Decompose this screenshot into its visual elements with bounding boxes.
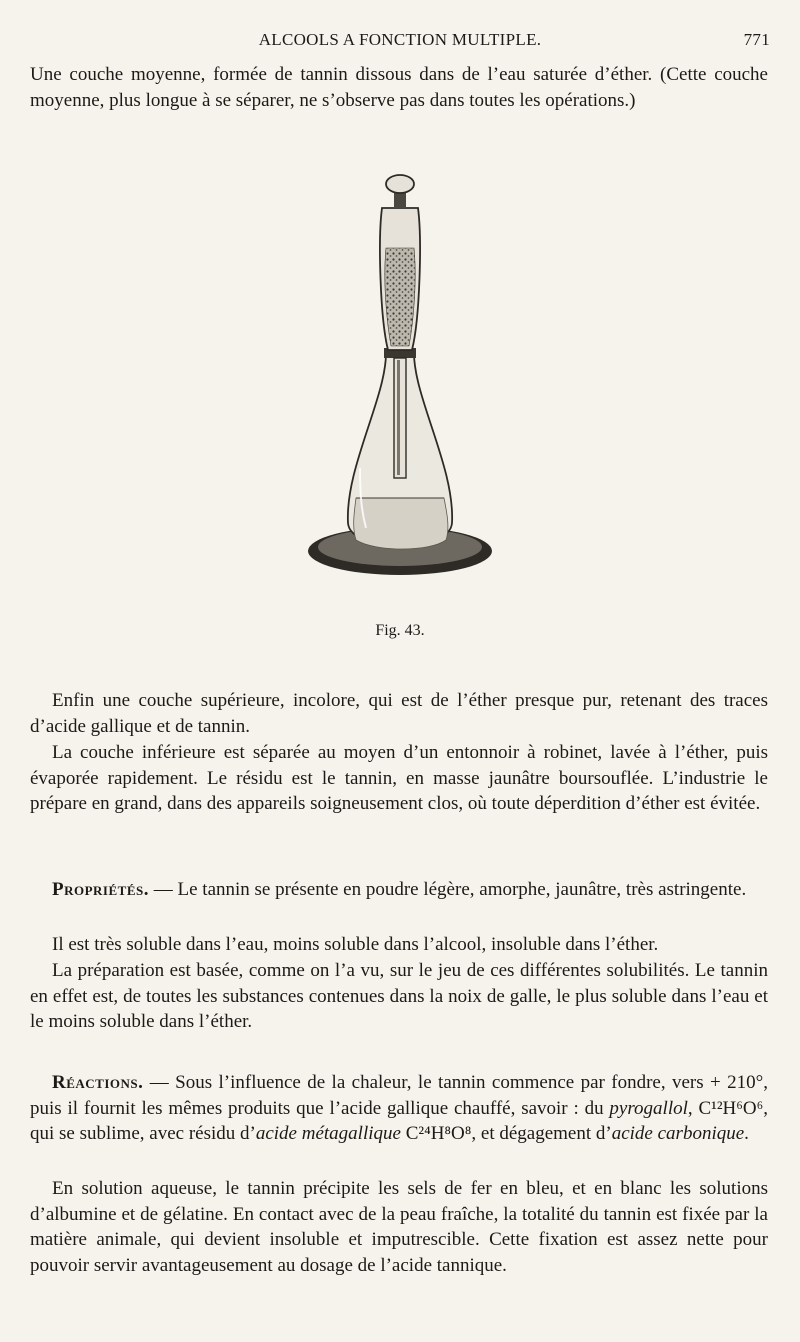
running-header — [30, 30, 770, 54]
reactions-text-1: — Sous l’influence de la chaleur, le tannin commence par fondre, vers + 210°, puis il fournit les mêmes produits que l’acide gallique chauffé, savoir : du — [30, 1072, 768, 1119]
paragraph-solubility: Il est très soluble dans l’eau, moins soluble dans l’alcool, insoluble dans l’éther. — [52, 934, 659, 955]
running-title: ALCOOLS A FONCTION MULTIPLE. — [258, 30, 542, 49]
paragraph-aqueous-solution: En solution aqueuse, le tannin précipite les sels de fer en bleu, et en blanc les solutions d’albumine et de gélatine. En contact avec de la peau fraîche, la totalité du tannin est fixée par la matière animale, qui devient insoluble et imputrescible. Cette fixation est assez nette pour pouvoir servir avantageusement au dosage de l’acide tannique. — [30, 1178, 768, 1276]
heading-proprietes: Propriétés. — [52, 879, 149, 900]
paragraph-reactions — [30, 1070, 768, 1147]
paragraph-lower-layer: La couche inférieure est séparée au moyen d’un entonnoir à robinet, lavée à l’éther, puis évaporée rapidement. Le résidu est le tannin, en masse jaunâtre boursouflée. L’industrie le prépare en grand, dans des appareils soigneusement clos, où toute déperdition d’éther est évitée. — [30, 742, 768, 814]
term-acide-metagallique: acide métagallique — [255, 1123, 401, 1144]
figure-separatory-funnel — [290, 168, 510, 598]
paragraph-upper-layer: Enfin une couche supérieure, incolore, qui est de l’éther presque pur, retenant des traces d’acide gallique et de tannin. — [30, 690, 768, 737]
page-number: 771 — [743, 30, 770, 49]
reactions-text-2: , C¹²H⁶O⁶, qui se sublime, avec résidu d’ — [30, 1097, 768, 1144]
reactions-text-4: . — [744, 1123, 749, 1144]
term-acide-carbonique: acide carbonique — [611, 1123, 745, 1144]
proprietes-text: — Le tannin se présente en poudre légère, amorphe, jaunâtre, très astringente. — [149, 879, 747, 900]
heading-reactions: Réactions. — [52, 1072, 144, 1093]
reactions-text-3: C²⁴H⁸O⁸, et dégagement d’ — [400, 1123, 612, 1144]
paragraph-middle-layer: Une couche moyenne, formée de tannin dissous dans de l’eau saturée d’éther. (Cette couche moyenne, plus longue à se séparer, ne s’observe pas dans toutes les opérations.) — [30, 64, 768, 111]
paragraph-proprietes — [30, 877, 768, 903]
figure-caption: Fig. 43. — [375, 622, 425, 639]
term-pyrogallol: pyrogallol — [609, 1097, 688, 1119]
paragraph-preparation: La préparation est basée, comme on l’a vu, sur le jeu de ces différentes solubilités. Le tannin en effet est, de toutes les substances contenues dans la noix de galle, le plus soluble dans l’eau et le moins soluble dans l’éther. — [30, 960, 768, 1032]
